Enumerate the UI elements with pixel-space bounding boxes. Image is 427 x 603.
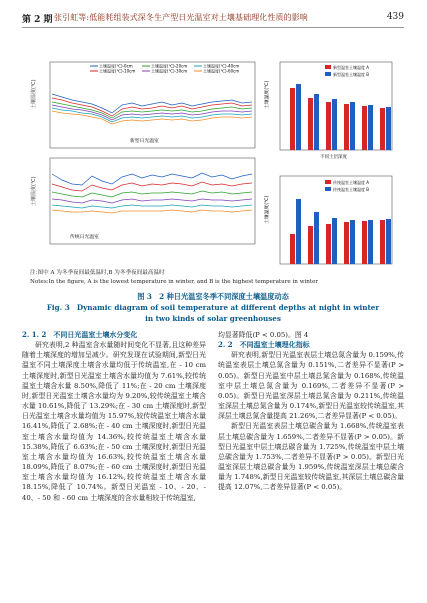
series-40cm-trad — [52, 205, 252, 208]
line-chart-traditional-greenhouse — [30, 158, 255, 244]
bar-legend-2: 传统温室土壤温度 A — [333, 180, 370, 185]
series-20cm-trad — [52, 191, 252, 197]
series-10cm-trad — [52, 182, 252, 191]
bar-legend-3: 传统温室土壤温度 B — [333, 187, 370, 192]
panel-label-new: 新型日光温室 — [130, 139, 159, 144]
panel-label-trad: 传统日光温室 — [70, 235, 99, 240]
bar-legend-0: 新型温室土壤温度 A — [333, 65, 370, 70]
left-column — [22, 330, 206, 503]
page-number: 439 — [386, 12, 404, 22]
legend-5: 土壤温度(℃)-60cm — [203, 68, 240, 74]
bar-legend-1: 新型温室土壤温度 B — [333, 72, 370, 77]
bar-y-label: 土壤温度(℃) — [265, 80, 270, 109]
running-header — [22, 12, 404, 26]
figure-note-en: Notes:In the figure, A is the lowest temperature in winter, and B is the highest temperature in winter — [30, 279, 319, 285]
figure-caption-cn: 图 3 2 种日光温室冬季不同深度土壤温度动态 — [137, 292, 289, 301]
legend-4: 土壤温度(℃)-40cm — [203, 63, 240, 69]
legend-0: 土壤温度(℃)-0cm — [99, 63, 133, 69]
section-title-2-2: 2. 2 不同温室土壤理化指标 — [218, 340, 310, 350]
bar-chart-new-greenhouse — [263, 62, 392, 160]
header-rule — [22, 27, 404, 28]
figure-3 — [30, 34, 400, 266]
series-30cm — [52, 105, 252, 120]
left-paragraph: 研究表明,2 种温室含水量随时间变化不显著,且这种差异随着土壤深度的增加呈减少。研究发现在试验期间,新型日光温室不同土壤深度土壤含水量均低于传统温室,在 - 10 cm 土壤深度时,新型日光温室土壤含水量均值为 7.61%,较传统温室土壤含水量 8.50%,降低了 11%;在 - 20 cm 土壤深度时,新型日光温室土壤含水量均为 9.20%,较传统温室土壤含水量 10.61%,降低了 13.29%;在 - 30 cm 土壤深度时,新型日光温室土壤含水量均值为 15.97%,较传统温室土壤含水量 16.41%,降低了 2.68%;在 - 40 cm 土壤深度时,新型日光温室土壤含水量均值为 14.36%,较传统温室土壤含水量 15.38%,降低了 6.63%;在 - 50 cm 土壤深度时,新型日光温室土壤含水量均值为 16.63%,较传统温室土壤含水量 18.09%,降低了 8.07%;在 - 60 cm 土壤深度时,新型日光温室土壤含水量均值为 16.12%,较传统温室土壤含水量 18.15%,降低了 10.74%。新型日光温室 - 10、- 20、- 40、- 50 和 - 60 cm 土壤深度的含水量相较于传统温室, — [22, 341, 206, 502]
series-60cm-trad — [52, 210, 252, 213]
bars-bottom — [290, 199, 391, 264]
issue-number: 第 2 期 — [22, 15, 53, 25]
legend-top — [90, 63, 239, 74]
bar-legend-bottom — [325, 179, 369, 192]
line-chart-new-greenhouse — [30, 62, 255, 148]
bar-y-label-2: 土壤温度(℃) — [265, 195, 270, 224]
right-column — [218, 330, 404, 493]
legend-1: 土壤温度(℃)-10cm — [99, 68, 136, 74]
legend-2: 土壤温度(℃)-20cm — [151, 63, 188, 69]
bars-top — [290, 84, 391, 150]
bar-x-label: 不同土层深度 — [320, 155, 347, 160]
right-paragraph-1: 研究表明,新型日光温室表层土壤总氮含量为 0.159%,传统温室表层土壤总氮含量为 0.151%,二者差异不显著(P > 0.05)。新型日光温室中层土壤总氮含量为 0.168%,传统温室中层土壤总氮含量为 0.169%,二者差异不显著(P > 0.05)。新型日光温室深层土壤总氮含量为 0.211%,传统温室深层土壤总氮含量为 0.174%,新型日光温室较传统温室,其深层土壤总氮含量提高 21.26%,二者差异显著(P < 0.05)。 — [218, 351, 404, 421]
series-30cm-trad — [52, 199, 252, 203]
bar-chart-traditional-greenhouse — [263, 176, 392, 264]
y-axis-label: 土壤温度(℃) — [31, 79, 37, 109]
right-paragraph-2: 新型日光温室表层土壤总碳含量为 1.668%,传统温室表层土壤总碳含量为 1.659%,二者差异不显著(P > 0.05)。新型日光温室中层土壤总碳含量为 1.725%,传统温室中层土壤总碳含量为 1.753%,二者差异不显著(P > 0.05)。新型日光温室深层土壤总碳含量为 1.959%,传统温室深层土壤总碳含量为 1.748%,新型日光温室较传统温室,其深层土壤总碳含量提高 12.07%,二者差异显著(P < 0.05)。 — [218, 422, 404, 492]
series-0cm-trad — [52, 173, 252, 185]
bar-legend-top — [325, 64, 369, 77]
figure-caption-en-1: Fig. 3 Dynamic diagram of soil temperature at different depths at night in winter — [46, 303, 380, 312]
figure-note-cn: 注:图中 A 为冬季夜间最低温时,B 为冬季夜间最高温时 — [30, 270, 165, 276]
figure-caption-en-2: in two kinds of solar greenhouses — [145, 314, 281, 323]
section-title-2-1-2: 2. 1. 2 不同日光温室土壤水分变化 — [22, 330, 138, 339]
running-title: 张引虹等:低能耗组装式深冬生产型日光温室对土壤基础理化性质的影响 — [54, 13, 308, 22]
y-axis-label-2: 土壤温度(℃) — [31, 176, 37, 206]
legend-3: 土壤温度(℃)-30cm — [151, 68, 188, 74]
right-first-line: 均显著降低(P < 0.05)。图 4 — [218, 331, 309, 339]
